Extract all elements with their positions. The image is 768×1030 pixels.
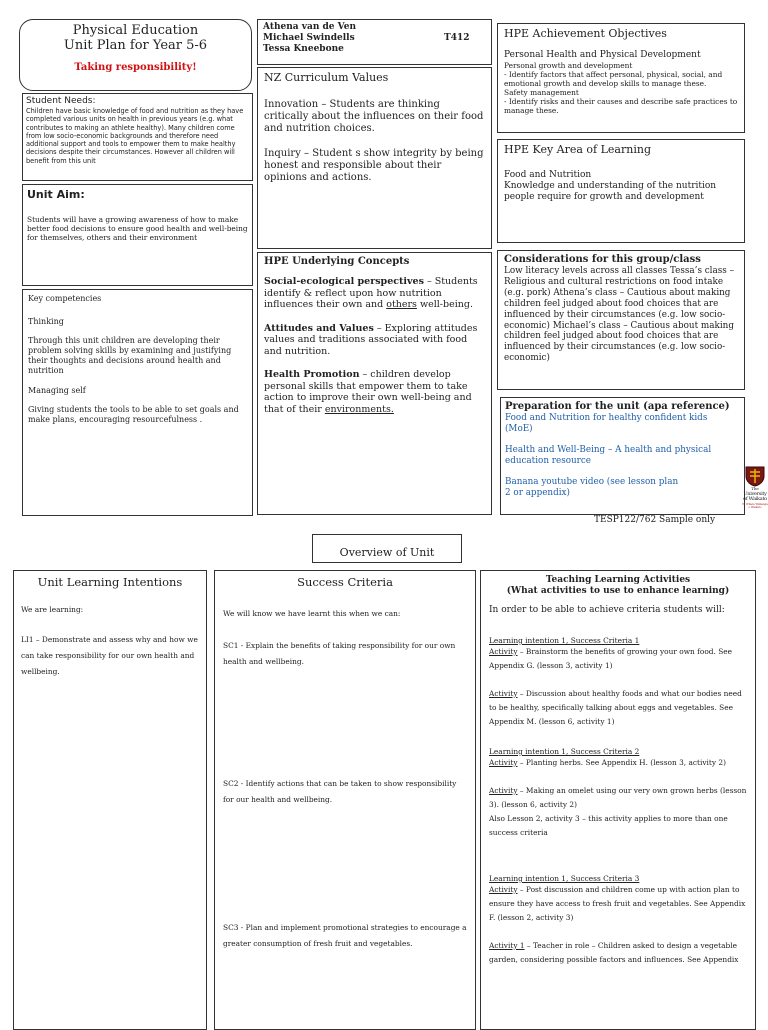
learning-intentions-column [13,570,207,1030]
title-box [19,19,252,91]
environments-word: environments. [324,403,394,415]
activity-item [489,645,747,673]
sample-note: TESP122/762 Sample only [594,515,716,525]
unit-aim-text: Students will have a growing awareness of how to make better food decisions to ensure good health and well-being for themselves, others and their environment [27,215,248,242]
health-promotion-text: – children develop personal skills that empower them to take action to improve their own well-being and that of their [264,369,472,415]
logo-text-waikato: of Waikato [743,496,767,502]
activity-label: Activity 1 [489,941,525,950]
overview-title: Overview of Unit [339,546,435,559]
activity-item [489,939,747,967]
achievement-line: - Identify risks and their causes and describe safe practices to manage these. [504,97,738,115]
activity-item [489,883,747,925]
preparation-heading: Preparation for the unit (apa reference) [505,401,730,412]
activity-text: – Discussion about healthy foods and what our bodies need to be healthy, specifically talking about eggs and vegetables. See Appendix M. (lesson 6, activity 1) [489,689,742,726]
activity-note: Also Lesson 2, activity 3 – this activity applies to more than one success criteria [489,814,728,837]
activity-label: Activity [489,786,518,795]
intentions-intro: We are learning: [21,605,84,614]
attitudes-values-paragraph [264,323,485,358]
thinking-label: Thinking [28,317,64,326]
success-intro: We will know we have learnt this when we can: [223,609,401,618]
crest-icon [744,465,766,487]
university-logo [742,465,768,517]
achievement-line: - Identify factors that affect personal, physical, social, and emotional growth and develop skills to manage these. [504,70,723,88]
others-word: others [386,299,417,310]
preparation-resource: Banana youtube video (see lesson plan 2 or appendix) [505,477,679,498]
activity-label: Activity [489,647,518,656]
logo-text-university: University [743,490,767,497]
activities-subheading: (What activities to use to enhance learning) [506,586,730,596]
success-criteria-3: SC3 - Plan and implement promotional strategies to encourage a greater consumption of fresh fruit and vegetables. [223,923,467,948]
activity-label: Activity [489,758,518,767]
considerations-text: Low literacy levels across all classes Tessa’s class – Religious and cultural restrictions on food intake (e.g. pork) Athena’s class – Cautious about making children feel judged about food choices that are influenced by their circumstances (e.g. low socio-economic) Michael’s class – Cautious about making children feel judged about food choices that are influenced by their circumstances (e.g. low socio-economic) [504,266,734,364]
key-area-line: Knowledge and understanding of the nutrition people require for growth and development [504,181,717,202]
class-code: T412 [444,33,470,43]
nz-values-box [257,67,492,249]
considerations-heading: Considerations for this group/class [504,254,701,265]
activity-group-title: Learning intention 1, Success Criteria 2 [489,747,640,756]
underlying-concepts-box [257,252,492,515]
underlying-heading: HPE Underlying Concepts [264,256,410,267]
managing-self-label: Managing self [28,386,86,395]
preparation-resource: Food and Nutrition for healthy confident kids (MoE) [505,413,708,434]
achievement-line: Personal growth and development [504,61,633,70]
activity-text: – Brainstorm the benefits of growing your own food. See Appendix G. (lesson 3, activity 1) [489,647,733,670]
activities-heading: Teaching Learning Activities [545,575,691,585]
health-promotion-paragraph [264,369,485,415]
activity-group-title: Learning intention 1, Success Criteria 3 [489,874,640,883]
nz-values-innovation: Innovation – Students are thinking critically about the influences on their food and nutrition choices. [264,99,484,134]
activity-item [489,687,747,729]
social-ecological-text: – Students identify & reflect upon how nutrition influences their own and [264,276,478,310]
key-area-heading: HPE Key Area of Learning [504,143,651,156]
social-ecological-title: Social-ecological perspectives [264,276,424,287]
key-competencies-heading: Key competencies [28,294,102,303]
activity-label: Activity [489,689,518,698]
preparation-resource: Health and Well-Being – A health and physical education resource [505,445,712,466]
achievement-heading: HPE Achievement Objectives [504,27,667,40]
success-criteria-2: SC2 - Identify actions that can be taken to show responsibility for our health and wellbeing. [223,779,457,804]
achievement-line: Safety management [504,88,579,97]
success-criteria-column [214,570,476,1030]
overview-title-box [312,534,462,563]
author-name: Tessa Kneebone [263,44,344,54]
unit-aim-heading: Unit Aim: [27,188,85,201]
student-needs-box [22,93,253,181]
activity-item [489,756,747,770]
nz-values-inquiry: Inquiry – Student s show integrity by being honest and responsible about their opinions and actions. [264,148,484,183]
activity-text: – Teacher in role – Children asked to design a vegetable garden, considering possible factors and influences. See Appendix [489,941,739,964]
attitudes-values-text: – Exploring attitudes values and traditions associated with food and nutrition. [264,322,478,357]
success-criteria-1: SC1 - Explain the benefits of taking responsibility for our own health and wellbeing. [223,641,456,666]
activity-item [489,784,747,812]
logo-text-maori: Te Whare Wānanga o Waikato [742,502,768,509]
thinking-text: Through this unit children are developing their problem solving skills by examining and justifying their thoughts and decisions around health and nutrition [28,336,232,375]
achievement-objectives-box [497,23,745,133]
learning-intention-1: LI1 – Demonstrate and assess why and how we can take responsibility for our own health and wellbeing. [21,635,198,676]
activity-label: Activity [489,885,518,894]
author-name: Athena van de Ven [263,22,357,32]
logo-text-the: The [751,486,759,491]
unit-aim-box [22,184,253,286]
achievement-subheading: Personal Health and Physical Development [504,50,701,60]
activity-group-title: Learning intention 1, Success Criteria 1 [489,636,640,645]
nz-values-heading: NZ Curriculum Values [264,71,389,84]
health-promotion-title: Health Promotion [264,369,360,380]
doc-title-line2: Unit Plan for Year 5-6 [63,38,208,53]
activities-intro: In order to be able to achieve criteria students will: [489,605,725,615]
activities-column [480,570,756,1030]
intentions-heading: Unit Learning Intentions [37,575,183,589]
preparation-box [500,397,745,515]
doc-title-line1: Physical Education [72,23,199,38]
student-needs-heading: Student Needs: [26,96,96,106]
activity-text: – Planting herbs. See Appendix H. (lesson 3, activity 2) [517,758,726,767]
social-ecological-end: well-being. [416,299,473,310]
doc-tagline: Taking responsibility! [74,62,197,73]
managing-self-text: Giving students the tools to be able to set goals and make plans, encouraging resourcefulness . [28,405,239,424]
key-area-box [497,139,745,243]
author-name: Michael Swindells [263,33,355,43]
student-needs-text: Children have basic knowledge of food and nutrition as they have completed various units on health in previous years (e.g. what contributes to making an athlete healthy). Many children come from low socio-economic backgrounds and therefore need additional support and tools to empower them to make healthy decisions despite their circumstances. However all children will benefit from this unit [26,107,244,165]
authors-box [257,19,492,65]
activity-text: – Making an omelet using our very own grown herbs (lesson 3). (lesson 6, activity 2) [489,786,747,809]
success-heading: Success Criteria [297,575,393,589]
attitudes-values-title: Attitudes and Values [264,322,374,334]
key-area-line: Food and Nutrition [504,170,592,180]
key-competencies-box [22,289,253,516]
social-ecological-paragraph [264,276,485,311]
considerations-box [497,250,745,390]
activity-text: – Post discussion and children come up with action plan to ensure they have access to fresh fruit and vegetables. See Appendix F. (lesson 2, activity 3) [489,885,746,922]
